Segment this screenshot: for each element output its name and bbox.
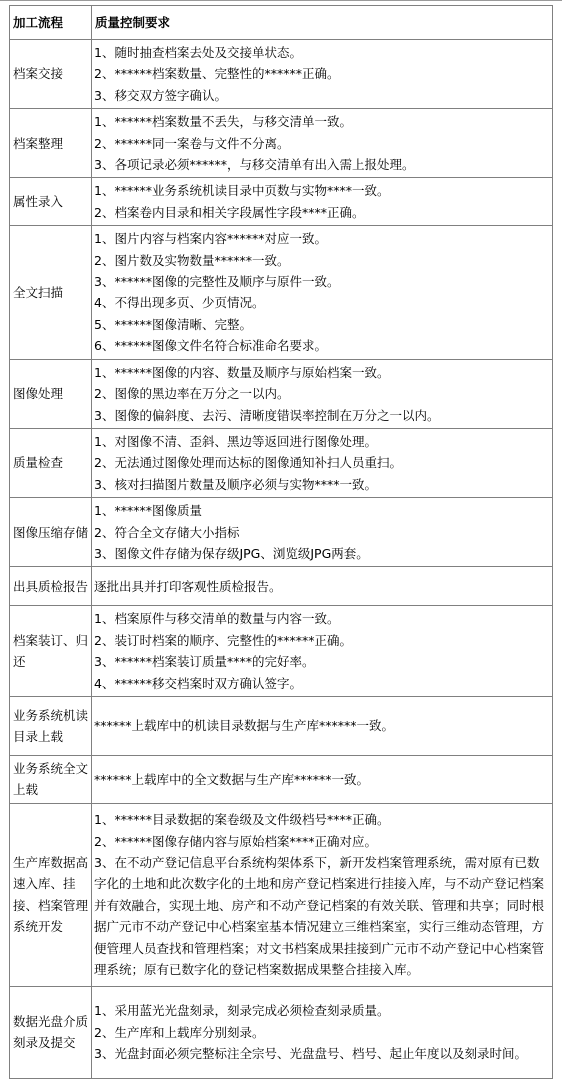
requirement-line: 3、******图像的完整性及顺序与原件一致。 bbox=[94, 274, 340, 290]
table-row bbox=[10, 359, 553, 428]
quality-control-table bbox=[9, 5, 553, 1079]
table-row bbox=[10, 986, 553, 1078]
requirement-line: 逐批出具并打印客观性质检报告。 bbox=[94, 578, 282, 594]
table-row bbox=[10, 428, 553, 497]
requirements-cell bbox=[92, 498, 553, 567]
requirement-line: 2、******图像存储内容与原始档案****正确对应。 bbox=[94, 833, 377, 849]
process-cell: 全文扫描 bbox=[10, 226, 92, 359]
requirement-line: 2、装订时档案的顺序、完整性的******正确。 bbox=[94, 632, 352, 648]
table-row bbox=[10, 567, 553, 606]
requirement-line: 1、采用蓝光光盘刻录，刻录完成必须检查刻录质量。 bbox=[94, 1003, 390, 1019]
table-row bbox=[10, 40, 553, 109]
requirement-line: 1、图片内容与档案内容******对应一致。 bbox=[94, 231, 327, 247]
requirement-line: 2、符合全文存储大小指标 bbox=[94, 524, 240, 540]
requirements-cell bbox=[92, 696, 553, 755]
requirement-line: 1、档案原件与移交清单的数量与内容一致。 bbox=[94, 611, 340, 627]
table-row bbox=[10, 696, 553, 755]
header-process: 加工流程 bbox=[10, 6, 92, 40]
requirement-line: 3、******档案装订质量****的完好率。 bbox=[94, 654, 315, 670]
requirement-line: 3、图像文件存储为保存级JPG、浏览级JPG两套。 bbox=[94, 545, 369, 561]
process-cell: 业务系统全文上载 bbox=[10, 755, 92, 803]
requirement-line: 1、对图像不清、歪斜、黑边等返回进行图像处理。 bbox=[94, 433, 377, 449]
table-row bbox=[10, 803, 553, 986]
process-cell: 属性录入 bbox=[10, 178, 92, 226]
requirement-line: 3、各项记录必须******，与移交清单有出入需上报处理。 bbox=[94, 157, 415, 173]
process-cell: 图像处理 bbox=[10, 359, 92, 428]
process-cell: 数据光盘介质刻录及提交 bbox=[10, 986, 92, 1078]
requirement-line: 1、******档案数量不丢失，与移交清单一致。 bbox=[94, 114, 352, 130]
requirement-line: 5、******图像清晰、完整。 bbox=[94, 316, 252, 332]
process-cell: 出具质检报告 bbox=[10, 567, 92, 606]
requirement-line: 4、******移交档案时双方确认签字。 bbox=[94, 675, 302, 691]
requirement-line: 2、档案卷内目录和相关字段属性字段****正确。 bbox=[94, 204, 365, 220]
requirements-cell bbox=[92, 606, 553, 697]
process-cell: 图像压缩存储 bbox=[10, 498, 92, 567]
requirements-cell bbox=[92, 755, 553, 803]
requirement-line: 6、******图像文件名符合标准命名要求。 bbox=[94, 338, 327, 354]
requirement-line: 3、在不动产登记信息平台系统构架体系下，新开发档案管理系统，需对原有已数字化的土地和此次数字化的土地和房产登记档案进行挂接入库，与不动产登记档案并有效融合，实现土地、房产和不动产登记档案的有效关联、管理和共享；同时根据广元市不动产登记中心档案室基本情况建立三维档案室，实行三维动态管理，方便管理人员查找和管理档案；对文书档案成果挂接到广元市不动产登记中心档案管理系统；原有已数字化的登记档案数据成果整合挂接入库。 bbox=[94, 854, 545, 977]
process-cell: 档案整理 bbox=[10, 109, 92, 178]
requirement-line: 1、随时抽查档案去处及交接单状态。 bbox=[94, 45, 302, 60]
requirement-line: 4、不得出现多页、少页情况。 bbox=[94, 295, 265, 311]
requirement-line: 2、图像的黑边率在万分之一以内。 bbox=[94, 386, 290, 402]
requirement-line: 2、图片数及实物数量******一致。 bbox=[94, 252, 290, 268]
header-requirements: 质量控制要求 bbox=[92, 6, 553, 40]
requirement-line: 1、******业务系统机读目录中页数与实物****一致。 bbox=[94, 183, 390, 199]
requirement-line: 1、******图像质量 bbox=[94, 503, 202, 519]
requirements-cell bbox=[92, 226, 553, 359]
table-header-row bbox=[10, 6, 553, 40]
requirement-line: 1、******目录数据的案卷级及文件级档号****正确。 bbox=[94, 812, 390, 828]
table-row bbox=[10, 226, 553, 359]
requirements-cell bbox=[92, 178, 553, 226]
requirements-cell bbox=[92, 567, 553, 606]
process-cell: 生产库数据高速入库、挂接、档案管理系统开发 bbox=[10, 803, 92, 986]
requirements-cell bbox=[92, 986, 553, 1078]
requirements-cell bbox=[92, 40, 553, 109]
requirement-line: 3、光盘封面必须完整标注全宗号、光盘盘号、档号、起止年度以及刻录时间。 bbox=[94, 1045, 527, 1061]
table-row bbox=[10, 498, 553, 567]
requirement-line: 3、核对扫描图片数量及顺序必须与实物****一致。 bbox=[94, 476, 377, 492]
requirement-line: ******上载库中的机读目录数据与生产库******一致。 bbox=[94, 718, 395, 734]
requirement-line: 2、******档案数量、完整性的******正确。 bbox=[94, 66, 340, 82]
requirements-cell bbox=[92, 428, 553, 497]
table-row bbox=[10, 755, 553, 803]
requirement-line: 2、无法通过图像处理而达标的图像通知补扫人员重扫。 bbox=[94, 455, 402, 471]
requirement-line: 3、图像的偏斜度、去污、清晰度错误率控制在万分之一以内。 bbox=[94, 407, 440, 423]
requirements-cell bbox=[92, 109, 553, 178]
process-cell: 业务系统机读目录上载 bbox=[10, 696, 92, 755]
table-row bbox=[10, 606, 553, 697]
requirement-line: ******上载库中的全文数据与生产库******一致。 bbox=[94, 771, 370, 787]
requirements-cell bbox=[92, 803, 553, 986]
requirement-line: 3、移交双方签字确认。 bbox=[94, 87, 227, 103]
process-cell: 档案交接 bbox=[10, 40, 92, 109]
process-cell: 质量检查 bbox=[10, 428, 92, 497]
requirements-cell bbox=[92, 359, 553, 428]
table-row bbox=[10, 178, 553, 226]
requirement-line: 2、生产库和上载库分别刻录。 bbox=[94, 1024, 265, 1040]
table-row bbox=[10, 109, 553, 178]
requirement-line: 1、******图像的内容、数量及顺序与原始档案一致。 bbox=[94, 364, 390, 380]
requirement-line: 2、******同一案卷与文件不分离。 bbox=[94, 135, 290, 151]
process-cell: 档案装订、归还 bbox=[10, 606, 92, 697]
